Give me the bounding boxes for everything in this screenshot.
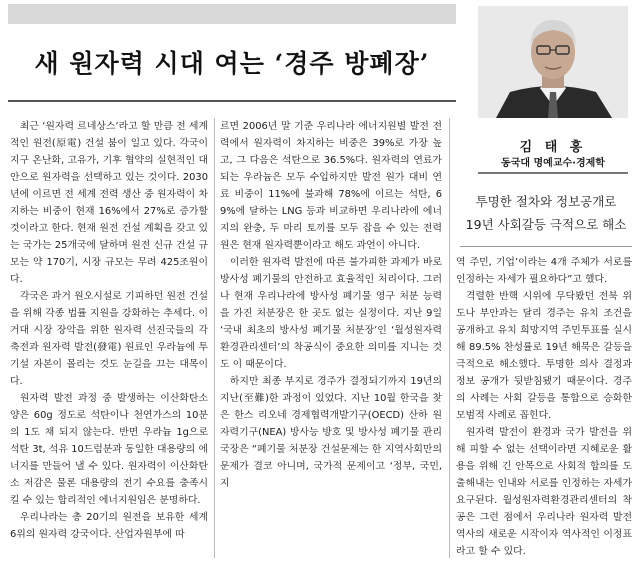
paragraph: 원자력 발전이 환경과 국가 발전을 위해 피할 수 없는 선택이라면 지혜로운 활용을 위해 긴 안목으로 사회적 합의를 도출해내는 인내와 서로를 인정하는 자세가 요구된다. 월성원자력환경관리센터의 착공은 그런 점에서 우리나라 원자력 발전 역사의 새로운 시작이자 역사적인 이정표라고 할 수 있다. (456, 427, 632, 557)
author-affiliation: 동국대 명예교수·경제학 (501, 158, 605, 169)
article-column-2 (220, 118, 442, 558)
paragraph: 하지만 최종 부지로 경주가 결정되기까지 19년의 지난(至難)한 과정이 있었다. 지난 10월 한국을 찾은 한스 리오네 경제협력개발기구(OECD) 산하 원자력기구(NEA) 방사능 방호 및 방사성 폐기물 관리국장은 “폐기물 처분장 건설문제는 한 지역사회만의 문제가 결코 아니며, 국가적 문제이고 ‘정부, 국민, 지 (220, 376, 442, 489)
subheadline-line-2: 19년 사회갈등 극적으로 해소 (465, 217, 627, 232)
column-divider (449, 118, 450, 558)
subhead-rule (460, 246, 632, 247)
headline-rule (8, 100, 456, 102)
article-column-3 (456, 254, 632, 558)
paragraph: 우리나라는 총 20기의 원전을 보유한 세계 6위의 원자력 강국이다. 산업자원부에 따 (10, 512, 208, 540)
paragraph: 이러한 원자력 발전에 따른 불가피한 과제가 바로 방사성 폐기물의 안전하고 효율적인 처리이다. 그러나 현재 우리나라에 방사성 폐기물 영구 처분 능력을 가진 처분장은 한 곳도 없는 실정이다. 지난 9일 ‘국내 최초의 방사성 폐기물 처분장’인 ‘월성원자력환경관리센터’의 착공식이 중요한 의미를 지니는 것도 이 때문이다. (220, 257, 442, 370)
byline-rule (478, 172, 628, 174)
paragraph: 각국은 과거 원오시설로 기피하던 원전 건설을 위해 각종 법률 지원을 강화하는 추세다. 이 거대 시장 장악을 위한 원자력 선진국들의 각축전과 원자력 발전(發電) 원료인 우라늄에 투기설 자본이 몰리는 것도 눈길을 끄는 대목이다. (10, 291, 208, 387)
paragraph: 르면 2006년 말 기준 우리나라 에너지원별 발전 전력에서 원자력이 차지하는 비중은 39%로 가장 높고, 그 다음은 석탄으로 36.5%다. 원자력의 연료가 되는 우라늄은 모두 수입하지만 발전 원가 대비 연료 비중이 11%에 불과해 78%에 이르는 석탄, 69%에 달하는 LNG 등과 비교하면 우리나라에 에너지의 완충, 두 마리 토끼를 모두 잡을 수 있는 전력원은 현재 원자력뿐이라고 해도 과언이 아니다. (220, 121, 442, 251)
paragraph: 원자력 발전 과정 중 발생하는 이산화탄소 양은 60g 정도로 석탄이나 천연가스의 10분의 1도 채 되지 않는다. 반면 우라늄 1g으로 석탄 3t, 석유 10드럼분과 동일한 대용량의 에너지를 만들어 낼 수 있다. 원자력이 이산화탄소 저감은 물론 대용량의 전기 수요를 충족시킬 수 있는 합리적인 에너지원임은 분명하다. (10, 393, 208, 506)
header-band (8, 4, 456, 24)
paragraph: 역 주민, 기업’이라는 4개 주체가 서로를 인정하는 자세가 필요하다”고 했다. (456, 257, 632, 285)
author-portrait-image (478, 6, 628, 118)
subheadline (460, 190, 632, 236)
subheadline-line-1: 투명한 절차와 정보공개로 (475, 194, 617, 209)
article-column-1 (10, 118, 208, 558)
column-divider (214, 118, 215, 558)
paragraph: 격렬한 반핵 시위에 무닥봤던 전북 위도나 부안과는 달리 경주는 유치 조건을 공개하고 유치 희망지역 주민투표를 실시해 89.5% 찬성률로 19년 해묵은 갈등을 극적으로 해소했다. 투명한 의사 결정과 정보 공개가 뒷받침됐기 때문이다. 경주의 사례는 사회 갈등을 통합으로 승화한 모범적 사례로 꼽힌다. (456, 291, 632, 421)
author-photo (478, 6, 628, 118)
paragraph: 최근 ‘원자력 르네상스’라고 할 만큼 전 세계적인 원전(原電) 건설 붐이 일고 있다. 각국이 지구 온난화, 고유가, 기후 협약의 실현적인 대안으로 원자력을 선택하고 있는 것이다. 2030년에 이르면 전 세계 전력 생산 중 원자력이 차지하는 비중이 현재 16%에서 27%로 증가할 것이라고 한다. 현재 원전 건설 계획을 갖고 있는 국가는 25개국에 달하며 원전 신규 건설 규모는 약 170기, 시장 규모는 무려 425조원이다. (10, 121, 208, 285)
article-headline: 새 원자력 시대 여는 ‘경주 방폐장’ (34, 49, 430, 78)
author-name: 김 태 홍 (519, 140, 587, 155)
